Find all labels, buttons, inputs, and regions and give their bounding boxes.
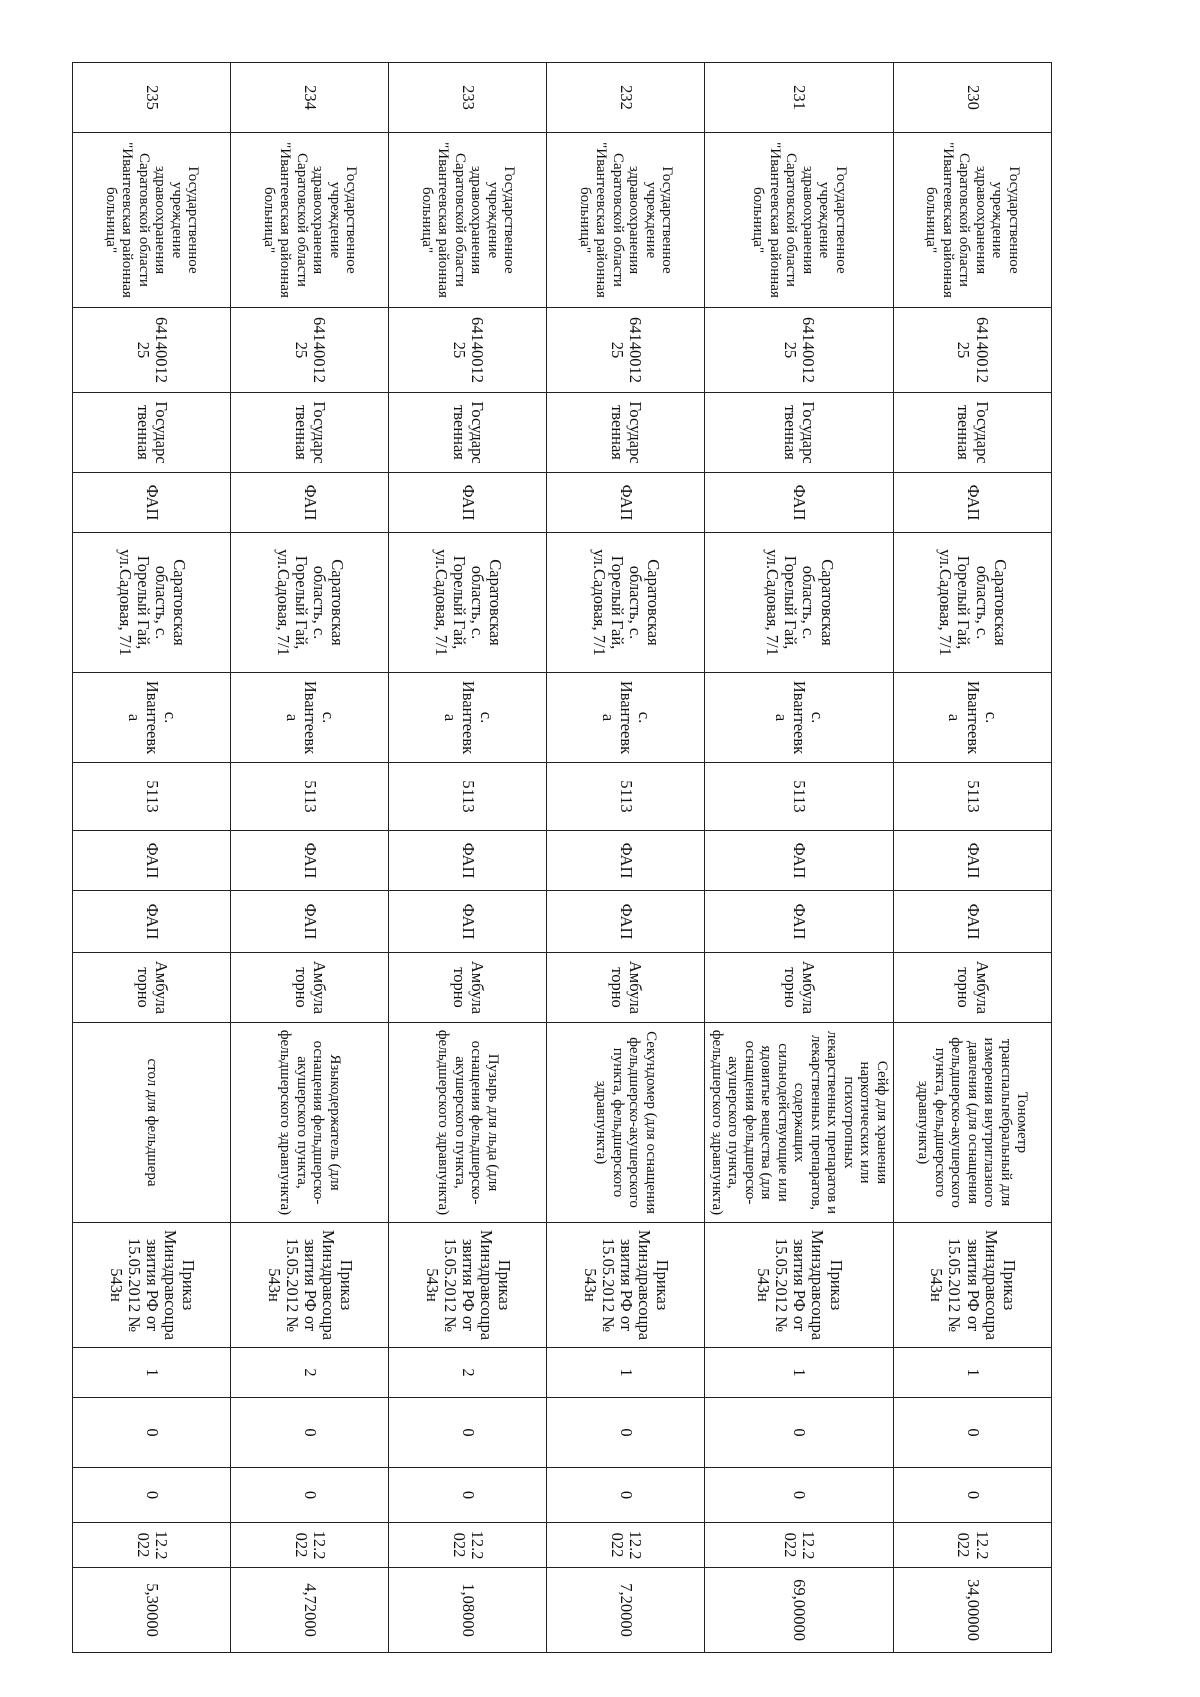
cell-fap2: ФАП — [231, 891, 389, 953]
cell-address: Саратовская область, с. Горелый Гай, ул.Садовая, 7/1 — [389, 533, 547, 673]
cell-ownership: Государственная — [231, 393, 389, 473]
cell-date: 12.2022 — [73, 1523, 231, 1568]
cell-v2: 0 — [231, 1468, 389, 1523]
cell-settlement: с. Ивантеевка — [231, 673, 389, 763]
cell-code: 5113 — [73, 763, 231, 831]
cell-address: Саратовская область, с. Горелый Гай, ул.Садовая, 7/1 — [705, 533, 894, 673]
cell-v2: 0 — [894, 1468, 1052, 1523]
table-row — [231, 63, 389, 1653]
cell-qty: 1 — [547, 1348, 705, 1398]
cell-ownership: Государственная — [73, 393, 231, 473]
cell-amount: 1,08000 — [389, 1568, 547, 1653]
table-body — [73, 63, 1052, 1653]
cell-equipment: Пузырь для льда (для оснащения фельдшерско-акушерского пункта, фельдшерского здравпункта) — [389, 1023, 547, 1223]
cell-order: Приказ Минздравсоцразвития РФ от 15.05.2012 № 543н — [231, 1223, 389, 1348]
cell-settlement: с. Ивантеевка — [389, 673, 547, 763]
cell-type1: ФАП — [547, 473, 705, 533]
cell-care: Амбулаторно — [547, 953, 705, 1023]
cell-v1: 0 — [231, 1398, 389, 1468]
cell-num: 233 — [389, 63, 547, 133]
cell-code: 5113 — [547, 763, 705, 831]
table-row — [705, 63, 894, 1653]
cell-equipment: Тонометр транспальпебральный для измерения внутриглазного давления (для оснащения фельдшерско-акушерского пункта, фельдшерского здравпункта) — [894, 1023, 1052, 1223]
cell-fap1: ФАП — [389, 831, 547, 891]
cell-amount: 4,72000 — [231, 1568, 389, 1653]
cell-inn: 6414001225 — [389, 308, 547, 393]
cell-org: Государственное учреждение здравоохранения Саратовской области "Ивантеевская районная больница" — [547, 133, 705, 308]
cell-type1: ФАП — [73, 473, 231, 533]
cell-settlement: с. Ивантеевка — [894, 673, 1052, 763]
cell-fap1: ФАП — [894, 831, 1052, 891]
cell-org: Государственное учреждение здравоохранения Саратовской области "Ивантеевская районная больница" — [231, 133, 389, 308]
cell-date: 12.2022 — [389, 1523, 547, 1568]
cell-num: 231 — [705, 63, 894, 133]
cell-order: Приказ Минздравсоцразвития РФ от 15.05.2012 № 543н — [705, 1223, 894, 1348]
cell-num: 235 — [73, 63, 231, 133]
cell-equipment: Сейф для хранения наркотических или психотропных лекарственных препаратов и лекарственных препаратов, содержащих сильнодействующие или ядовитые вещества (для оснащения фельдшерско-акушерского пункта, фельдшерского здравпункта) — [705, 1023, 894, 1223]
cell-qty: 2 — [389, 1348, 547, 1398]
table-row — [547, 63, 705, 1653]
cell-v1: 0 — [547, 1398, 705, 1468]
cell-code: 5113 — [389, 763, 547, 831]
cell-order: Приказ Минздравсоцразвития РФ от 15.05.2012 № 543н — [547, 1223, 705, 1348]
cell-address: Саратовская область, с. Горелый Гай, ул.Садовая, 7/1 — [73, 533, 231, 673]
cell-inn: 6414001225 — [705, 308, 894, 393]
cell-order: Приказ Минздравсоцразвития РФ от 15.05.2012 № 543н — [389, 1223, 547, 1348]
cell-code: 5113 — [894, 763, 1052, 831]
equipment-table — [73, 62, 1053, 1653]
cell-v2: 0 — [389, 1468, 547, 1523]
cell-amount: 69,00000 — [705, 1568, 894, 1653]
cell-fap1: ФАП — [73, 831, 231, 891]
cell-inn: 6414001225 — [547, 308, 705, 393]
cell-fap2: ФАП — [547, 891, 705, 953]
cell-settlement: с. Ивантеевка — [547, 673, 705, 763]
cell-ownership: Государственная — [389, 393, 547, 473]
cell-type1: ФАП — [231, 473, 389, 533]
cell-settlement: с. Ивантеевка — [73, 673, 231, 763]
cell-fap1: ФАП — [547, 831, 705, 891]
cell-v1: 0 — [73, 1398, 231, 1468]
cell-type1: ФАП — [389, 473, 547, 533]
cell-num: 234 — [231, 63, 389, 133]
cell-date: 12.2022 — [705, 1523, 894, 1568]
cell-type1: ФАП — [705, 473, 894, 533]
cell-v1: 0 — [389, 1398, 547, 1468]
cell-order: Приказ Минздравсоцразвития РФ от 15.05.2012 № 543н — [894, 1223, 1052, 1348]
cell-care: Амбулаторно — [389, 953, 547, 1023]
cell-amount: 34,00000 — [894, 1568, 1052, 1653]
cell-fap2: ФАП — [389, 891, 547, 953]
cell-ownership: Государственная — [705, 393, 894, 473]
cell-fap2: ФАП — [73, 891, 231, 953]
cell-fap2: ФАП — [894, 891, 1052, 953]
cell-inn: 6414001225 — [73, 308, 231, 393]
cell-code: 5113 — [231, 763, 389, 831]
cell-qty: 2 — [231, 1348, 389, 1398]
cell-address: Саратовская область, с. Горелый Гай, ул.Садовая, 7/1 — [547, 533, 705, 673]
cell-v1: 0 — [894, 1398, 1052, 1468]
cell-equipment: Языкодержатель (для оснащения фельдшерско-акушерского пункта, фельдшерского здравпункта) — [231, 1023, 389, 1223]
cell-fap1: ФАП — [705, 831, 894, 891]
cell-num: 232 — [547, 63, 705, 133]
table-row — [389, 63, 547, 1653]
cell-v2: 0 — [73, 1468, 231, 1523]
cell-ownership: Государственная — [894, 393, 1052, 473]
cell-care: Амбулаторно — [894, 953, 1052, 1023]
cell-org: Государственное учреждение здравоохранения Саратовской области "Ивантеевская районная больница" — [705, 133, 894, 308]
cell-qty: 1 — [73, 1348, 231, 1398]
cell-inn: 6414001225 — [231, 308, 389, 393]
cell-care: Амбулаторно — [73, 953, 231, 1023]
cell-date: 12.2022 — [894, 1523, 1052, 1568]
cell-care: Амбулаторно — [705, 953, 894, 1023]
cell-address: Саратовская область, с. Горелый Гай, ул.Садовая, 7/1 — [894, 533, 1052, 673]
rotated-table-wrapper — [102, 62, 1052, 1641]
cell-org: Государственное учреждение здравоохранения Саратовской области "Ивантеевская районная больница" — [389, 133, 547, 308]
cell-fap2: ФАП — [705, 891, 894, 953]
cell-v2: 0 — [705, 1468, 894, 1523]
cell-address: Саратовская область, с. Горелый Гай, ул.Садовая, 7/1 — [231, 533, 389, 673]
cell-date: 12.2022 — [547, 1523, 705, 1568]
table-row — [894, 63, 1052, 1653]
cell-v1: 0 — [705, 1398, 894, 1468]
cell-type1: ФАП — [894, 473, 1052, 533]
cell-amount: 7,20000 — [547, 1568, 705, 1653]
cell-fap1: ФАП — [231, 831, 389, 891]
cell-inn: 6414001225 — [894, 308, 1052, 393]
cell-qty: 1 — [705, 1348, 894, 1398]
cell-org: Государственное учреждение здравоохранения Саратовской области "Ивантеевская районная больница" — [894, 133, 1052, 308]
cell-equipment: стол для фельдшера — [73, 1023, 231, 1223]
cell-qty: 1 — [894, 1348, 1052, 1398]
cell-equipment: Секундомер (для оснащения фельдшерско-акушерского пункта, фельдшерского здравпункта) — [547, 1023, 705, 1223]
cell-date: 12.2022 — [231, 1523, 389, 1568]
cell-amount: 5,30000 — [73, 1568, 231, 1653]
table-row — [73, 63, 231, 1653]
cell-ownership: Государственная — [547, 393, 705, 473]
cell-settlement: с. Ивантеевка — [705, 673, 894, 763]
cell-org: Государственное учреждение здравоохранения Саратовской области "Ивантеевская районная больница" — [73, 133, 231, 308]
cell-order: Приказ Минздравсоцразвития РФ от 15.05.2012 № 543н — [73, 1223, 231, 1348]
cell-care: Амбулаторно — [231, 953, 389, 1023]
cell-v2: 0 — [547, 1468, 705, 1523]
cell-num: 230 — [894, 63, 1052, 133]
cell-code: 5113 — [705, 763, 894, 831]
